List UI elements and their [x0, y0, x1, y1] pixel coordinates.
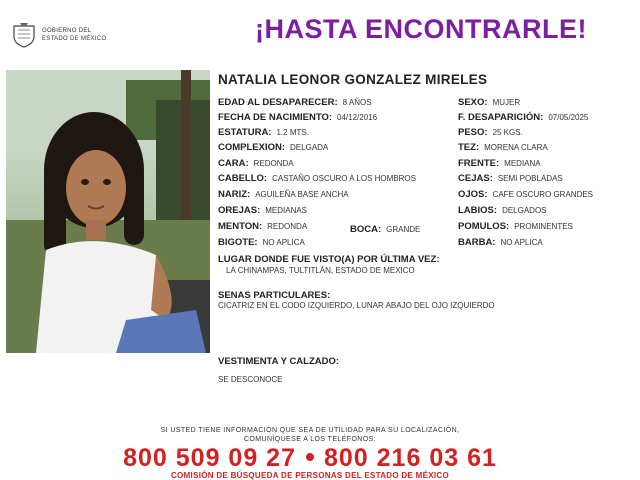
- vestimenta-value: SE DESCONOCE: [218, 375, 283, 384]
- field-cabello: [218, 172, 416, 185]
- commission-name: COMISIÓN DE BÚSQUEDA DE PERSONAS DEL ESTADO DE MÉXICO: [170, 471, 449, 480]
- field-value: AGUILEÑA BASE ANCHA: [255, 190, 349, 199]
- field-value: CAFE OSCURO GRANDES: [492, 190, 594, 199]
- field-labios: [458, 204, 547, 217]
- field-value: NO APLICA: [262, 238, 305, 247]
- field-label: CEJAS:: [458, 173, 493, 184]
- field-value: REDONDA: [253, 159, 294, 168]
- field-value: DELGADA: [290, 143, 329, 152]
- field-label: ESTATURA:: [218, 127, 272, 138]
- field-value: MEDIANA: [504, 159, 541, 168]
- headline: ¡HASTA ENCONTRARLE!: [255, 14, 587, 44]
- gov-line-1: GOBIERNO DEL: [42, 28, 92, 34]
- field-value: NO APLICA: [500, 238, 543, 247]
- field-bigote: [218, 236, 305, 249]
- field-value: 25 KGS.: [492, 128, 523, 137]
- field-complexion: [218, 141, 328, 154]
- field-label: CABELLO:: [218, 173, 268, 184]
- field-value: MUJER: [492, 98, 521, 107]
- field-value: SEMI POBLADAS: [497, 174, 563, 183]
- field-pomulos: [458, 220, 573, 233]
- phone-number-1[interactable]: 800 509 09 27: [123, 444, 296, 472]
- person-name: NATALIA LEONOR GONZALEZ MIRELES: [218, 72, 488, 87]
- field-desaparicion: [458, 111, 588, 124]
- field-label: MENTON:: [218, 221, 263, 232]
- field-barba: [458, 236, 543, 249]
- phone-numbers: [0, 444, 620, 473]
- field-value: GRANDE: [386, 225, 421, 234]
- field-value: 8 AÑOS: [342, 98, 372, 107]
- lugar-value: LA CHINAMPAS, TULTITLÁN, ESTADO DE MEXICO: [226, 266, 415, 275]
- government-logo: [12, 22, 106, 48]
- field-label: OJOS:: [458, 189, 488, 200]
- field-label: FECHA DE NACIMIENTO:: [218, 112, 332, 123]
- field-label: POMULOS:: [458, 221, 510, 232]
- field-estatura: [218, 126, 309, 139]
- field-label: COMPLEXION:: [218, 142, 286, 153]
- field-value: DELGADOS: [502, 206, 547, 215]
- field-value: PROMINENTES: [514, 222, 573, 231]
- vestimenta-label: VESTIMENTA Y CALZADO:: [218, 356, 340, 367]
- field-label: OREJAS:: [218, 205, 261, 216]
- field-ojos: [458, 188, 593, 201]
- field-label: TEZ:: [458, 142, 480, 153]
- field-value: REDONDA: [267, 222, 308, 231]
- field-orejas: [218, 204, 307, 217]
- senas-label: SENAS PARTICULARES:: [218, 290, 331, 301]
- field-sexo: [458, 96, 520, 109]
- field-boca: [350, 223, 420, 236]
- field-cejas: [458, 172, 563, 185]
- child-photo-illustration: [6, 70, 210, 353]
- field-value: MEDIANAS: [265, 206, 308, 215]
- contact-note-line-2: COMUNÍQUESE A LOS TELÉFONOS:: [243, 436, 377, 443]
- field-peso: [458, 126, 523, 139]
- field-value: MORENA CLARA: [484, 143, 548, 152]
- field-label: FRENTE:: [458, 158, 500, 169]
- contact-note-line-1: SI USTED TIENE INFORMACIÓN QUE SEA DE UTILIDAD PARA SU LOCALIZACIÓN,: [160, 427, 460, 434]
- field-frente: [458, 157, 541, 170]
- field-menton: [218, 220, 307, 233]
- government-name: [42, 27, 106, 43]
- field-label: BOCA:: [350, 224, 382, 235]
- field-label: SEXO:: [458, 97, 488, 108]
- field-label: LABIOS:: [458, 205, 498, 216]
- field-label: NARIZ:: [218, 189, 251, 200]
- field-value: 04/12/2016: [337, 113, 378, 122]
- gov-line-2: ESTADO DE MÉXICO: [42, 36, 107, 42]
- field-tez: [458, 141, 548, 154]
- coat-of-arms-icon: [12, 22, 36, 48]
- field-edad: [218, 96, 372, 109]
- missing-person-photo: [6, 70, 210, 353]
- field-nacimiento: [218, 111, 377, 124]
- field-value: CASTAÑO OSCURO A LOS HOMBROS: [272, 174, 416, 183]
- bullet-separator: [306, 453, 314, 461]
- field-cara: [218, 157, 294, 170]
- phone-number-2[interactable]: 800 216 03 61: [324, 444, 497, 472]
- field-label: PESO:: [458, 127, 488, 138]
- field-label: F. DESAPARICIÓN:: [458, 112, 544, 123]
- senas-value: CICATRIZ EN EL CODO IZQUIERDO, LUNAR ABAJO DEL OJO IZQUIERDO: [218, 301, 495, 310]
- field-label: CARA:: [218, 158, 249, 169]
- field-label: EDAD AL DESAPARECER:: [218, 97, 338, 108]
- field-label: BARBA:: [458, 237, 496, 248]
- field-value: 07/05/2025: [548, 113, 589, 122]
- field-label: BIGOTE:: [218, 237, 258, 248]
- field-value: 1.2 MTS.: [276, 128, 309, 137]
- lugar-label: LUGAR DONDE FUE VISTO(A) POR ÚLTIMA VEZ:: [218, 254, 440, 265]
- field-nariz: [218, 188, 349, 201]
